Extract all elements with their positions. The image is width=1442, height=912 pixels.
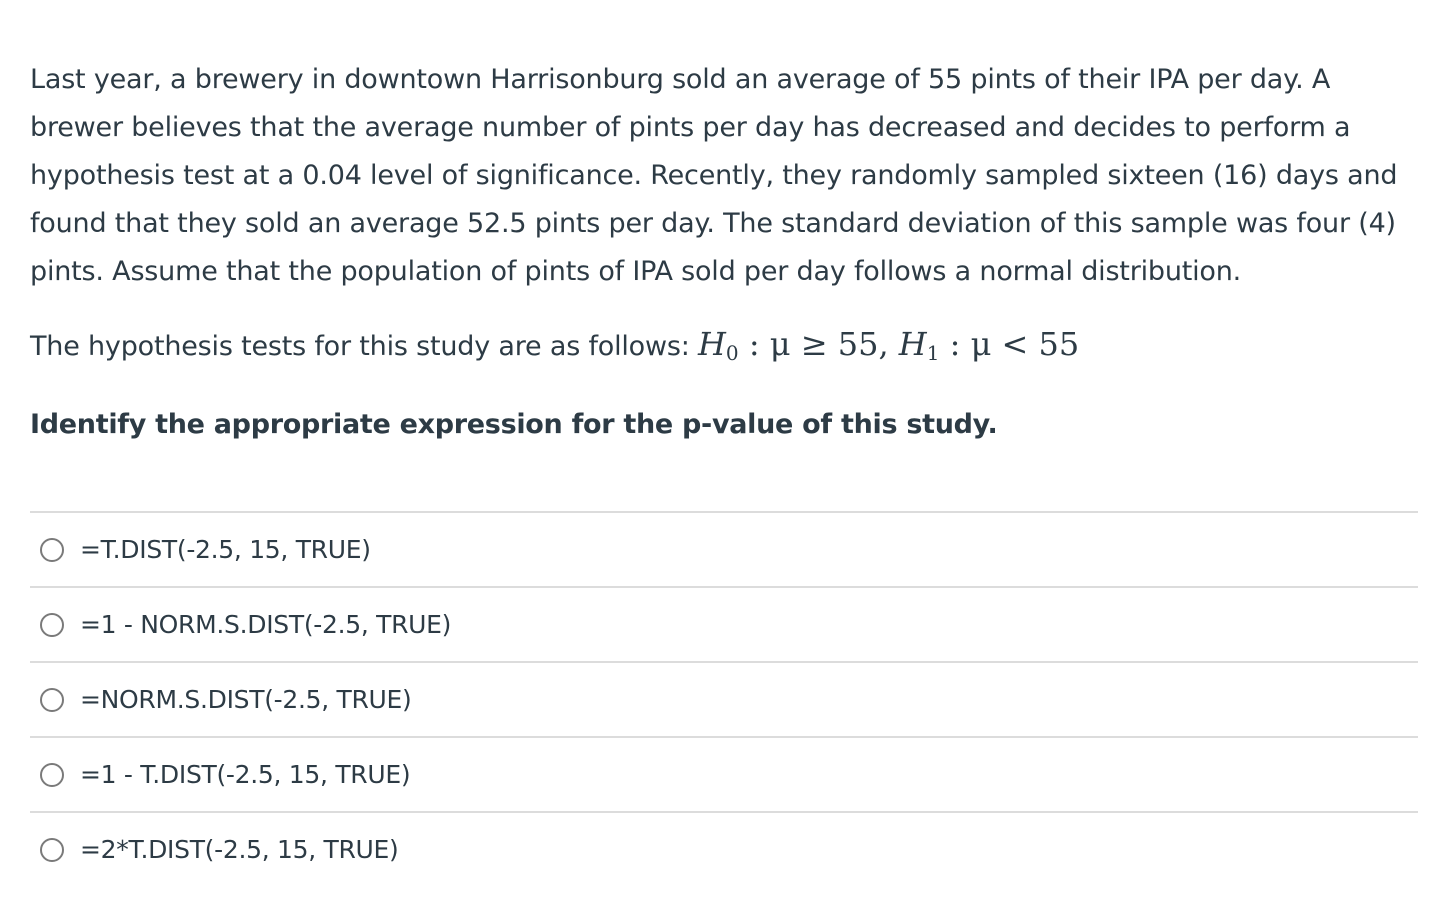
answer-option[interactable]: [30, 736, 1418, 811]
alt-hypothesis-subscript: 1: [926, 341, 940, 365]
answer-option[interactable]: [30, 661, 1418, 736]
answer-label[interactable]: =T.DIST(-2.5, 15, TRUE): [80, 535, 371, 564]
answer-option[interactable]: [30, 586, 1418, 661]
hypothesis-intro: The hypothesis tests for this study are as follows:: [30, 331, 699, 362]
question-instruction: Identify the appropriate expression for the p-value of this study.: [30, 409, 998, 440]
null-hypothesis-symbol: H: [698, 325, 726, 363]
question-prompt: Last year, a brewery in downtown Harrisonburg sold an average of 55 pints of their IPA per day. A brewer believes that the average number of pints per day has decreased and decides to perform a hypothesis test at a 0.04 level of significance. Recently, they randomly sampled sixteen (16) days and found that they sold an average 52.5 pints per day. The standard deviation of this sample was four (4) pints. Assume that the population of pints of IPA sold per day follows a normal distribution.: [30, 64, 1398, 287]
answer-label[interactable]: =1 - T.DIST(-2.5, 15, TRUE): [80, 760, 411, 789]
alt-hypothesis-symbol: H: [898, 325, 927, 363]
answer-label[interactable]: =NORM.S.DIST(-2.5, TRUE): [80, 685, 412, 714]
answer-label[interactable]: =2*T.DIST(-2.5, 15, TRUE): [80, 835, 399, 864]
radio-button[interactable]: [40, 688, 64, 712]
radio-button[interactable]: [40, 538, 64, 562]
hypothesis-statement: [30, 320, 1422, 377]
answer-option[interactable]: [30, 511, 1418, 586]
answer-label[interactable]: =1 - NORM.S.DIST(-2.5, TRUE): [80, 610, 452, 639]
radio-button[interactable]: [40, 763, 64, 787]
answer-list: [30, 511, 1418, 886]
null-hypothesis-expression: : μ ≥ 55,: [738, 325, 899, 363]
hypothesis-math: [698, 325, 1079, 363]
radio-button[interactable]: [40, 613, 64, 637]
alt-hypothesis-expression: : μ < 55: [939, 325, 1080, 363]
question-body: [30, 56, 1422, 449]
null-hypothesis-subscript: 0: [725, 341, 739, 365]
answer-option[interactable]: [30, 811, 1418, 886]
radio-button[interactable]: [40, 838, 64, 862]
